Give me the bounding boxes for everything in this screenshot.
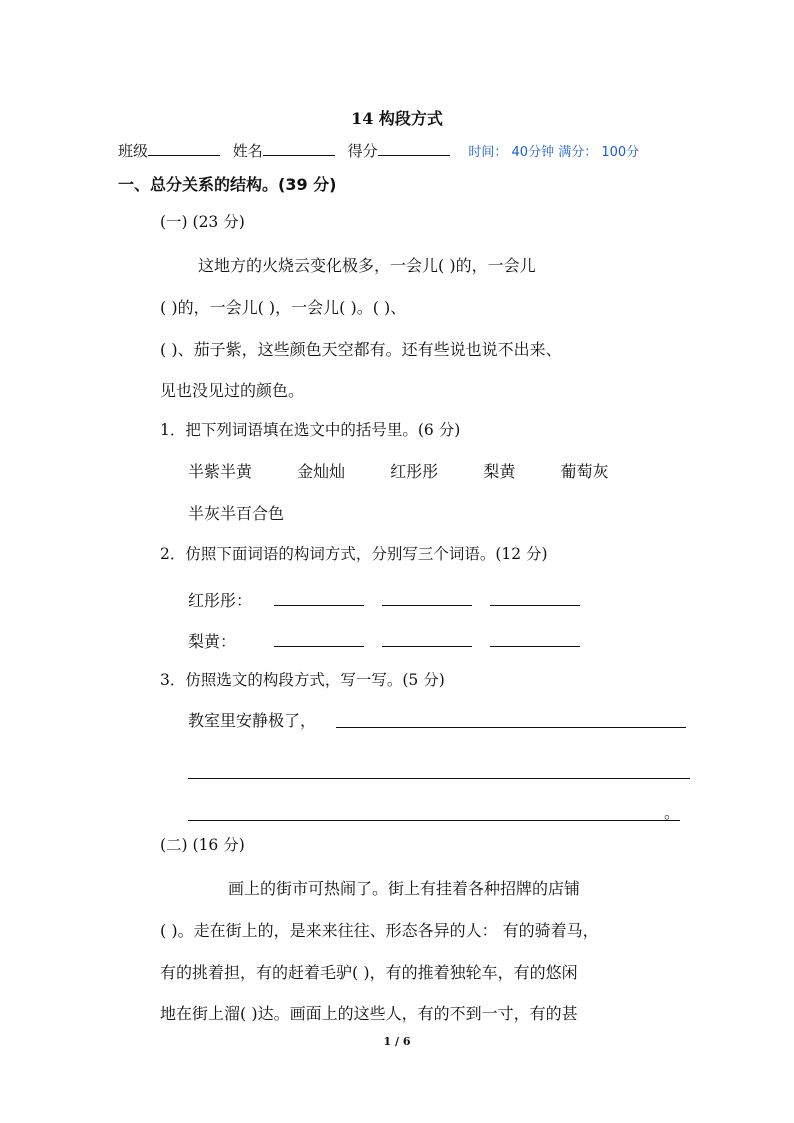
end-mark: 。 bbox=[664, 803, 681, 822]
page-number: 1 / 6 bbox=[383, 1035, 411, 1048]
answer-blank[interactable] bbox=[382, 628, 472, 647]
part-2-label: (二) (16 分) bbox=[160, 836, 245, 854]
writing-line[interactable] bbox=[188, 819, 680, 821]
section-1-heading: 一、总分关系的结构。(39 分) bbox=[118, 175, 337, 194]
passage-1-line-3: ( )、茄子紫，这些颜色天空都有。还有些说也说不出来、 bbox=[160, 340, 562, 359]
word-bank bbox=[188, 459, 608, 482]
worksheet-title: 14 构段方式 bbox=[351, 109, 443, 128]
answer-blank[interactable] bbox=[490, 587, 580, 606]
passage-1-line-1: 这地方的火烧云变化极多，一会儿( )的，一会儿 bbox=[198, 256, 536, 275]
q2-row-2 bbox=[188, 628, 598, 652]
word-item: 金灿灿 bbox=[297, 462, 346, 481]
answer-blank[interactable] bbox=[490, 628, 580, 647]
class-blank[interactable] bbox=[148, 141, 220, 156]
word-item: 半灰半百合色 bbox=[188, 504, 285, 523]
student-info-row bbox=[118, 140, 639, 161]
word-item: 红彤彤 bbox=[390, 462, 439, 481]
passage-1-line-4: 见也没见过的颜色。 bbox=[160, 381, 305, 400]
score-blank[interactable] bbox=[378, 141, 450, 156]
writing-line[interactable] bbox=[336, 726, 686, 728]
writing-line[interactable] bbox=[188, 777, 690, 779]
q3-prompt: 教室里安静极了， bbox=[188, 711, 317, 730]
passage-2-line-1: 画上的街市可热闹了。街上有挂着各种招牌的店铺 bbox=[228, 879, 581, 898]
part-1-label: (一) (23 分) bbox=[160, 213, 245, 231]
question-2: 2．仿照下面词语的构词方式，分别写三个词语。(12 分) bbox=[160, 545, 548, 563]
answer-blank[interactable] bbox=[382, 587, 472, 606]
word-item: 葡萄灰 bbox=[560, 462, 609, 481]
word-item: 梨黄 bbox=[483, 462, 516, 481]
word-item: 半紫半黄 bbox=[188, 462, 253, 481]
time-info: 时间： 40分钟 满分： 100分 bbox=[468, 145, 640, 160]
answer-blank[interactable] bbox=[274, 587, 364, 606]
q2-row-label: 红彤彤： bbox=[188, 591, 253, 610]
question-1: 1．把下列词语填在选文中的括号里。(6 分) bbox=[160, 421, 461, 439]
passage-1-line-2: ( )的，一会儿( )，一会儿( )。( )、 bbox=[160, 298, 407, 317]
question-3: 3．仿照选文的构段方式，写一写。(5 分) bbox=[160, 671, 445, 689]
passage-2-line-3: 有的挑着担，有的赶着毛驴( )，有的推着独轮车，有的悠闲 bbox=[160, 963, 578, 982]
score-label: 得分 bbox=[347, 142, 378, 160]
name-label: 姓名 bbox=[232, 142, 263, 160]
q2-row-label: 梨黄： bbox=[188, 632, 237, 651]
class-label: 班级 bbox=[118, 142, 149, 160]
name-blank[interactable] bbox=[263, 141, 335, 156]
answer-blank[interactable] bbox=[274, 628, 364, 647]
q2-row-1 bbox=[188, 587, 598, 611]
passage-2-line-2: ( )。走在街上的，是来来往往、形态各异的人： 有的骑着马， bbox=[160, 921, 599, 940]
passage-2-line-4: 地在街上溜( )达。画面上的这些人，有的不到一寸，有的甚 bbox=[160, 1004, 578, 1023]
